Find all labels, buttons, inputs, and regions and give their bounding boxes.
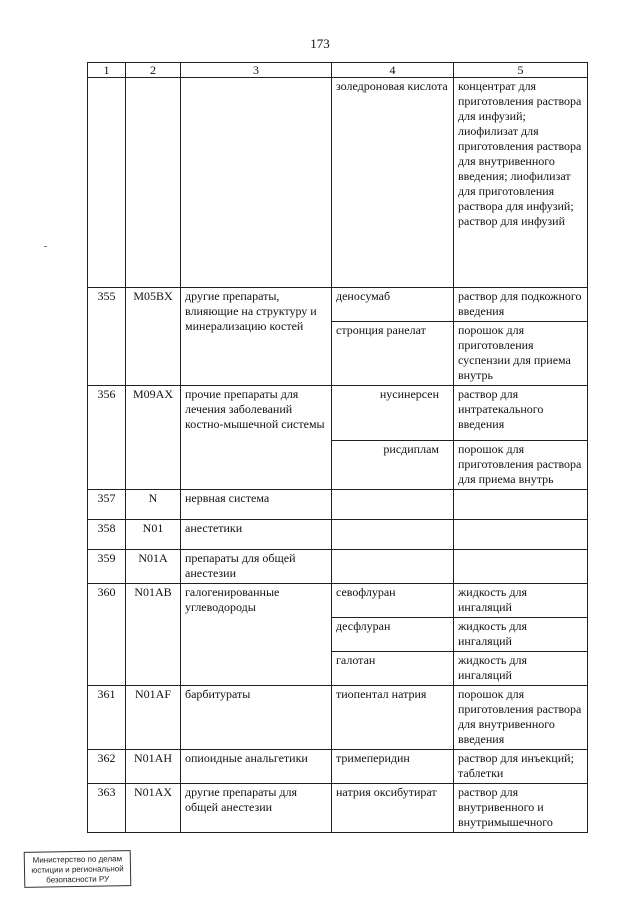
header-cell: 1	[88, 63, 126, 78]
header-cell: 5	[454, 63, 588, 78]
cell-group: другие препараты, влияющие на структуру и минерализацию костей	[181, 288, 332, 386]
cell-group: прочие препараты для лечения заболеваний костно-мышечной системы	[181, 386, 332, 490]
cell-form	[454, 490, 588, 520]
page-number: 173	[310, 36, 330, 51]
cell-form: порошок для приготовления суспензии для приема внутрь	[454, 322, 588, 386]
cell-substance: севофлуран	[332, 584, 454, 618]
table-row	[88, 750, 588, 784]
cell-group: опиоидные анальгетики	[181, 750, 332, 784]
table-row	[88, 584, 588, 618]
margin-mark	[44, 246, 47, 247]
cell-number	[88, 78, 126, 288]
cell-form: концентрат для приготовления раствора для инфузий; лиофилизат для приготовления раствора для внутривенного введения; лиофилизат для приготовления раствора для инфузий; раствор для инфузий	[454, 78, 588, 288]
cell-substance	[332, 490, 454, 520]
cell-number: 357	[88, 490, 126, 520]
cell-number: 355	[88, 288, 126, 386]
table-row	[88, 784, 588, 833]
stamp-line: безопасности РУ	[46, 874, 110, 885]
cell-substance: тримеперидин	[332, 750, 454, 784]
cell-form: раствор для внутривенного и внутримышечного	[454, 784, 588, 833]
table-row	[88, 490, 588, 520]
cell-code	[126, 78, 181, 288]
table-row	[88, 520, 588, 550]
table-row	[88, 686, 588, 750]
cell-code: N01AH	[126, 750, 181, 784]
cell-substance: рисдиплам	[332, 441, 454, 490]
cell-group: другие препараты для общей анестезии	[181, 784, 332, 833]
table-row	[88, 386, 588, 441]
cell-form: порошок для приготовления раствора для внутривенного введения	[454, 686, 588, 750]
cell-substance: натрия оксибутират	[332, 784, 454, 833]
table-header-row	[88, 63, 588, 78]
cell-form	[454, 520, 588, 550]
cell-code: N01AX	[126, 784, 181, 833]
cell-code: N01AB	[126, 584, 181, 686]
table-row	[88, 78, 588, 288]
cell-code: N01	[126, 520, 181, 550]
cell-group	[181, 78, 332, 288]
cell-form: раствор для инъекций; таблетки	[454, 750, 588, 784]
cell-form: раствор для интратекального введения	[454, 386, 588, 441]
cell-group: препараты для общей анестезии	[181, 550, 332, 584]
table-row	[88, 288, 588, 322]
ministry-stamp	[24, 850, 132, 888]
stamp-line: Министерство по делам	[32, 854, 123, 865]
cell-substance: золедроновая кислота	[332, 78, 454, 288]
cell-substance: десфлуран	[332, 618, 454, 652]
cell-form	[454, 550, 588, 584]
cell-code: M09AX	[126, 386, 181, 490]
header-cell: 2	[126, 63, 181, 78]
cell-number: 363	[88, 784, 126, 833]
cell-substance	[332, 550, 454, 584]
cell-form: жидкость для ингаляций	[454, 652, 588, 686]
cell-substance: стронция ранелат	[332, 322, 454, 386]
cell-number: 359	[88, 550, 126, 584]
cell-substance: деносумаб	[332, 288, 454, 322]
cell-form: порошок для приготовления раствора для приема внутрь	[454, 441, 588, 490]
cell-number: 362	[88, 750, 126, 784]
cell-substance: галотан	[332, 652, 454, 686]
cell-code: M05BX	[126, 288, 181, 386]
cell-form: жидкость для ингаляций	[454, 584, 588, 618]
stamp-line: юстиции и региональной	[31, 864, 124, 875]
table-row	[88, 550, 588, 584]
cell-code: N	[126, 490, 181, 520]
cell-form: раствор для подкожного введения	[454, 288, 588, 322]
header-cell: 3	[181, 63, 332, 78]
cell-group: галогенированные углеводороды	[181, 584, 332, 686]
cell-substance: нусинерсен	[332, 386, 454, 441]
cell-code: N01A	[126, 550, 181, 584]
cell-substance: тиопентал натрия	[332, 686, 454, 750]
cell-code: N01AF	[126, 686, 181, 750]
cell-number: 360	[88, 584, 126, 686]
cell-number: 361	[88, 686, 126, 750]
cell-group: барбитураты	[181, 686, 332, 750]
cell-form: жидкость для ингаляций	[454, 618, 588, 652]
cell-substance	[332, 520, 454, 550]
cell-group: анестетики	[181, 520, 332, 550]
cell-number: 358	[88, 520, 126, 550]
cell-number: 356	[88, 386, 126, 490]
drug-classification-table	[87, 62, 588, 833]
header-cell: 4	[332, 63, 454, 78]
cell-group: нервная система	[181, 490, 332, 520]
